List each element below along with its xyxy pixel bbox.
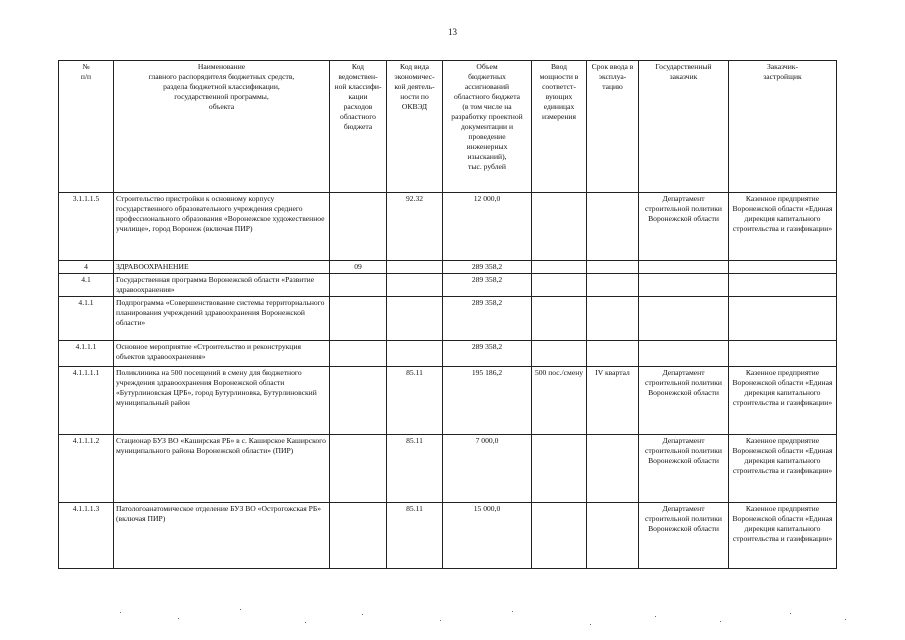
row-department-code: [330, 435, 387, 503]
page-number: 13: [448, 27, 457, 37]
row-number: 4: [59, 261, 114, 274]
table-row: [59, 297, 837, 341]
row-capacity: [532, 341, 587, 367]
row-number: 4.1.1.1.3: [59, 503, 114, 569]
row-department-code: [330, 193, 387, 261]
header-cell-number: № п/п: [59, 61, 114, 193]
row-state-customer: Департамент строительной политики Воронежской области: [639, 503, 729, 569]
row-state-customer: [639, 297, 729, 341]
row-state-customer: Департамент строительной политики Воронежской области: [639, 367, 729, 435]
row-object-name: Строительство пристройки к основному корпусу государственного образовательного учреждения среднего профессионального образования «Воронежское художественное училище», город Воронеж (включая ПИР): [114, 193, 330, 261]
row-term: [587, 193, 639, 261]
budget-allocation-table: [58, 60, 837, 569]
row-developer: Казенное предприятие Воронежской области «Единая дирекция капитального строительства и газификации»: [729, 367, 837, 435]
header-cell-developer: Заказчик- застройщик: [729, 61, 837, 193]
table-row: [59, 193, 837, 261]
row-okved: [387, 297, 443, 341]
row-amount: 7 000,0: [443, 435, 532, 503]
row-state-customer: [639, 341, 729, 367]
row-state-customer: Департамент строительной политики Воронежской области: [639, 193, 729, 261]
header-cell-state-customer: Государственный заказчик: [639, 61, 729, 193]
row-number: 4.1.1.1: [59, 341, 114, 367]
row-capacity: [532, 503, 587, 569]
row-developer: [729, 274, 837, 297]
row-amount: 289 358,2: [443, 261, 532, 274]
header-cell-department-code: Код ведомствен- ной классифи- кации расходов областного бюджета: [330, 61, 387, 193]
row-department-code: [330, 274, 387, 297]
row-term: [587, 261, 639, 274]
header-cell-name: Наименование главного распорядителя бюджетных средств, раздела бюджетной классификации, государственной программы, объекта: [114, 61, 330, 193]
row-term: [587, 341, 639, 367]
row-okved: 92.32: [387, 193, 443, 261]
row-okved: [387, 274, 443, 297]
row-object-name: Подпрограмма «Совершенствование системы территориального планирования учреждений здравоохранения Воронежской области»: [114, 297, 330, 341]
row-capacity: [532, 193, 587, 261]
row-department-code: [330, 297, 387, 341]
row-okved: 85.11: [387, 503, 443, 569]
row-state-customer: [639, 261, 729, 274]
table-header: [59, 61, 837, 193]
row-developer: Казенное предприятие Воронежской области «Единая дирекция капитального строительства и газификации»: [729, 435, 837, 503]
row-term: [587, 297, 639, 341]
row-department-code: [330, 367, 387, 435]
row-okved: [387, 341, 443, 367]
table-row: [59, 261, 837, 274]
row-object-name: Государственная программа Воронежской области «Развитие здравоохранения»: [114, 274, 330, 297]
row-okved: 85.11: [387, 367, 443, 435]
row-developer: Казенное предприятие Воронежской области «Единая дирекция капитального строительства и газификации»: [729, 193, 837, 261]
row-state-customer: Департамент строительной политики Воронежской области: [639, 435, 729, 503]
header-cell-okved-code: Код вида экономичес- кой деятель- ности по ОКВЭД: [387, 61, 443, 193]
row-term: [587, 274, 639, 297]
row-amount: 289 358,2: [443, 297, 532, 341]
row-developer: [729, 261, 837, 274]
row-okved: 85.11: [387, 435, 443, 503]
row-capacity: [532, 261, 587, 274]
row-number: 4.1.1.1.2: [59, 435, 114, 503]
row-object-name: Стационар БУЗ ВО «Каширская РБ» в с. Каширское Каширского муниципального района Воронежской области» (ПИР): [114, 435, 330, 503]
table-row: [59, 274, 837, 297]
row-object-name: ЗДРАВООХРАНЕНИЕ: [114, 261, 330, 274]
row-department-code: [330, 503, 387, 569]
row-number: 4.1: [59, 274, 114, 297]
row-object-name: Основное мероприятие «Строительство и реконструкция объектов здравоохранения»: [114, 341, 330, 367]
row-developer: [729, 341, 837, 367]
row-number: 4.1.1.1.1: [59, 367, 114, 435]
row-object-name: Патологоанатомическое отделение БУЗ ВО «Острогожская РБ» (включая ПИР): [114, 503, 330, 569]
table-row: [59, 367, 837, 435]
row-term: [587, 503, 639, 569]
row-amount: 289 358,2: [443, 274, 532, 297]
row-developer: Казенное предприятие Воронежской области «Единая дирекция капитального строительства и газификации»: [729, 503, 837, 569]
table-row: [59, 503, 837, 569]
header-cell-commissioning-term: Срок ввода в эксплуа- тацию: [587, 61, 639, 193]
row-department-code: [330, 341, 387, 367]
table-row: [59, 435, 837, 503]
row-okved: [387, 261, 443, 274]
row-term: IV квартал: [587, 367, 639, 435]
row-state-customer: [639, 274, 729, 297]
row-capacity: [532, 297, 587, 341]
row-number: 4.1.1: [59, 297, 114, 341]
row-developer: [729, 297, 837, 341]
row-amount: 12 000,0: [443, 193, 532, 261]
table-row: [59, 341, 837, 367]
row-capacity: [532, 435, 587, 503]
row-capacity: 500 пос./смену: [532, 367, 587, 435]
header-cell-capacity: Ввод мощности в соответст- вующих единицах измерения: [532, 61, 587, 193]
row-term: [587, 435, 639, 503]
row-amount: 289 358,2: [443, 341, 532, 367]
header-cell-budget-amount: Объем бюджетных ассигнований областного бюджета (в том числе на разработку проектной документации и проведение инженерных изысканий), тыс. рублей: [443, 61, 532, 193]
row-number: 3.1.1.1.5: [59, 193, 114, 261]
row-department-code: 09: [330, 261, 387, 274]
row-capacity: [532, 274, 587, 297]
row-object-name: Поликлиника на 500 посещений в смену для бюджетного учреждения здравоохранения Воронежской области «Бутурлиновская ЦРБ», город Бутурлиновка, Бутурлиновский муниципальный район: [114, 367, 330, 435]
row-amount: 195 186,2: [443, 367, 532, 435]
scan-noise: [0, 600, 905, 640]
row-amount: 15 000,0: [443, 503, 532, 569]
